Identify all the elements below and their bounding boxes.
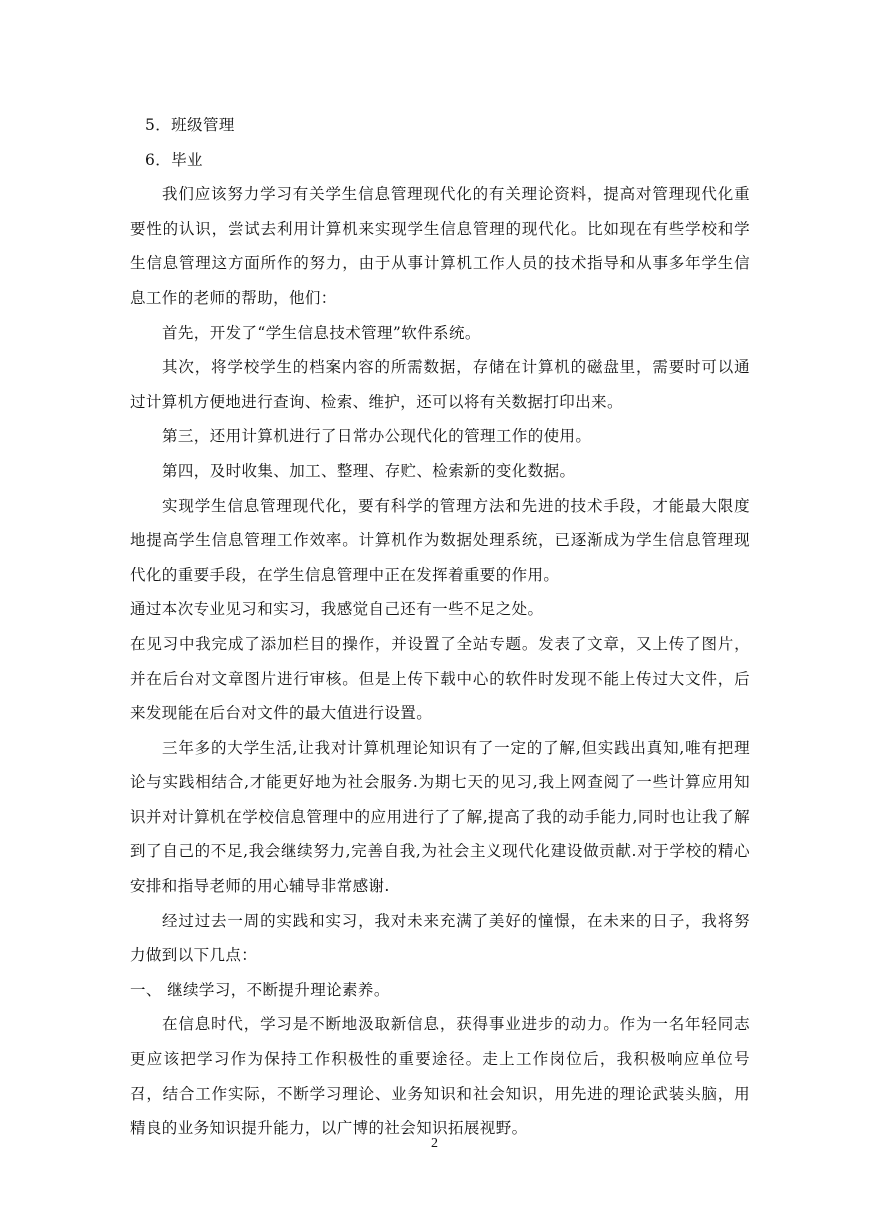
document-body: [130, 108, 750, 1146]
paragraph-future-plans: 经过过去一周的实践和实习，我对未来充满了美好的憧憬，在未来的日子，我将努力做到以下几点：: [130, 911, 750, 965]
paragraph-information-age: 在信息时代，学习是不断地汲取新信息，获得事业进步的动力。作为一名年轻同志更应该把学习作为保持工作积极性的重要途径。走上工作岗位后，我积极响应单位号召，结合工作实际，不断学习理论、业务知识和社会知识，用先进的理论武装头脑，用精良的业务知识提升能力，以广博的社会知识拓展视野。: [130, 1015, 750, 1138]
section-heading-continue-learning: 一、 继续学习，不断提升理论素养。: [130, 980, 390, 999]
paragraph-practice-tasks: 在见习中我完成了添加栏目的操作，并设置了全站专题。发表了文章，又上传了图片，并在后台对文章图片进行审核。但是上传下载中心的软件时发现不能上传过大文件，后来发现能在后台对文件的最大值进行设置。: [130, 634, 750, 723]
paragraph-shortcomings: 通过本次专业见习和实习，我感觉自己还有一些不足之处。: [130, 600, 544, 619]
paragraph-fourth: 第四，及时收集、加工、整理、存贮、检索新的变化数据。: [162, 461, 576, 480]
list-item-class-management: 5．班级管理: [145, 116, 235, 134]
page-number: 2: [431, 1136, 438, 1151]
paragraph-college-life: 三年多的大学生活,让我对计算机理论知识有了一定的了解,但实践出真知,唯有把理论与实践相结合,才能更好地为社会服务.为期七天的见习,我上网查阅了一些计算应用知识并对计算机在学校信息管理中的应用进行了了解,提高了我的动手能力,同时也让我了解到了自己的不足,我会继续努力,完善自我,为社会主义现代化建设做贡献.对于学校的精心安排和指导老师的用心辅导非常感谢.: [130, 738, 750, 896]
paragraph-first: 首先，开发了“学生信息技术管理”软件系统。: [162, 323, 481, 342]
paragraph-third: 第三，还用计算机进行了日常办公现代化的管理工作的使用。: [162, 427, 592, 446]
paragraph-second: 其次，将学校学生的档案内容的所需数据，存储在计算机的磁盘里，需要时可以通过计算机方便地进行查询、检索、维护，还可以将有关数据打印出来。: [130, 358, 750, 411]
list-item-graduation: 6．毕业: [145, 150, 203, 169]
paragraph-modernization-means: 实现学生信息管理现代化，要有科学的管理方法和先进的技术手段，才能最大限度地提高学生信息管理工作效率。计算机作为数据处理系统，已逐渐成为学生信息管理现代化的重要手段，在学生信息管理中正在发挥着重要的作用。: [130, 496, 750, 584]
paragraph-modernization-intro: 我们应该努力学习有关学生信息管理现代化的有关理论资料，提高对管理现代化重要性的认识，尝试去利用计算机来实现学生信息管理的现代化。比如现在有些学校和学生信息管理这方面所作的努力，由于从事计算机工作人员的技术指导和从事多年学生信息工作的老师的帮助，他们：: [130, 185, 750, 307]
